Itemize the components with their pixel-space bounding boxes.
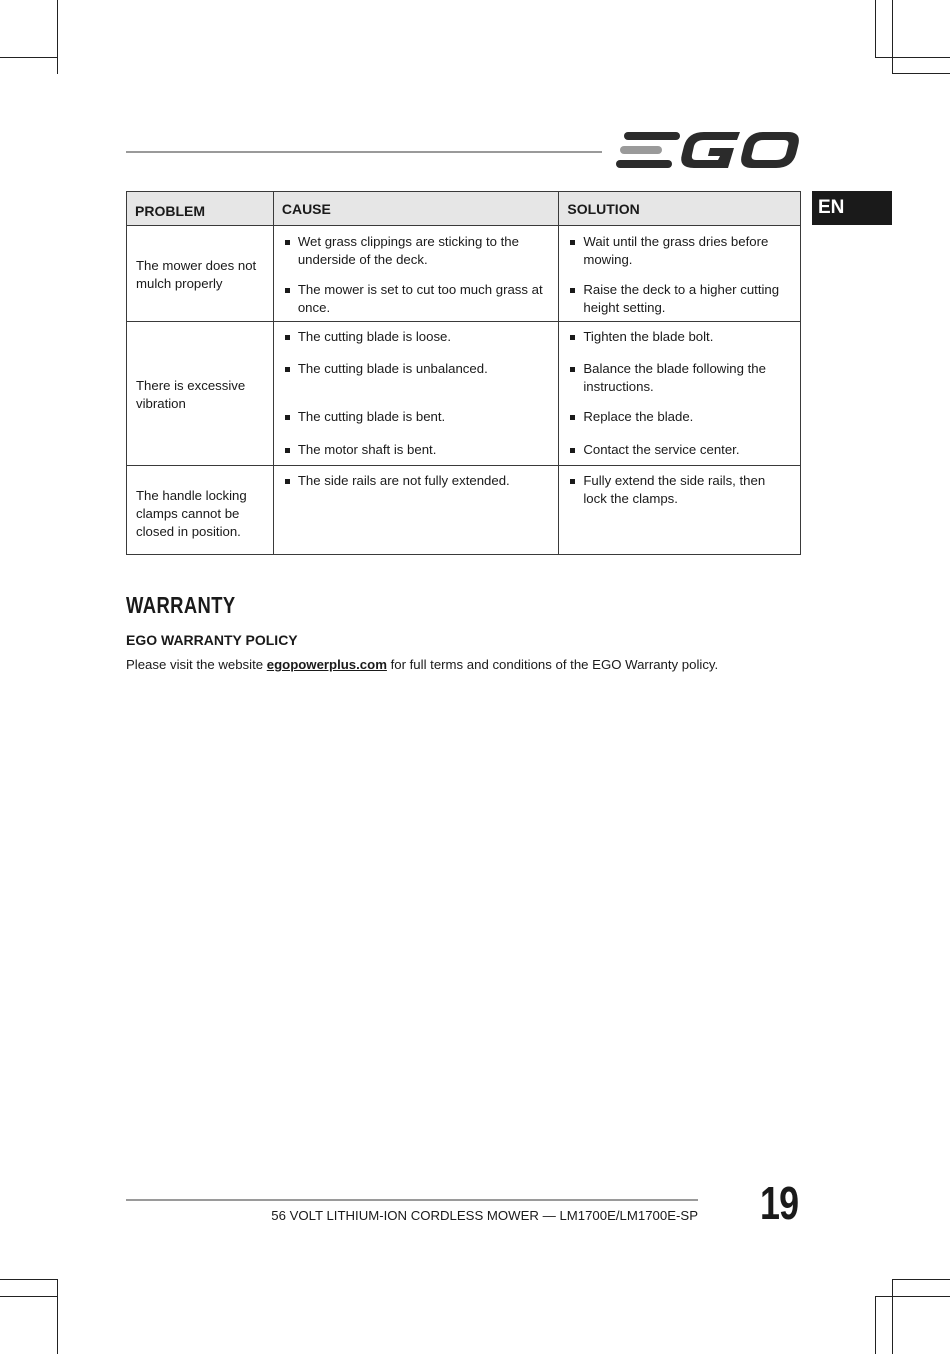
cause-item: Wet grass clippings are sticking to the underside of the deck. [282,233,551,269]
table-row [127,322,801,466]
crop-mark [57,1280,58,1354]
solution-item: Raise the deck to a higher cutting height setting. [567,281,792,317]
header-rule [126,151,602,153]
ego-logo [616,128,800,177]
warranty-policy-text [126,657,718,672]
crop-mark [892,0,893,74]
solution-item: Contact the service center. [567,441,792,459]
footer-product-line: 56 VOLT LITHIUM-ION CORDLESS MOWER — LM1700E/LM1700E-SP [271,1208,698,1223]
cause-item: The motor shaft is bent. [282,441,551,459]
crop-mark [875,0,876,58]
warranty-heading: WARRANTY [126,592,236,618]
cause-item: The cutting blade is bent. [282,408,551,426]
cause-cell [273,226,559,322]
solution-item: Replace the blade. [567,408,792,426]
column-header-cause: CAUSE [273,192,559,226]
policy-text-before: Please visit the website [126,657,267,672]
crop-mark [57,0,58,74]
table-header-row [127,192,801,226]
troubleshooting-table [126,191,801,555]
crop-mark [0,1279,58,1280]
language-tab: EN [812,191,892,225]
crop-mark [892,1279,950,1280]
crop-mark [875,1296,876,1354]
crop-mark [875,1296,950,1297]
cause-cell [273,466,559,555]
website-link[interactable]: egopowerplus.com [266,657,387,672]
column-header-solution: SOLUTION [559,192,801,226]
policy-text-after: for full terms and conditions of the EGO Warranty policy. [386,657,719,672]
crop-mark [0,1296,58,1297]
cause-item: The cutting blade is unbalanced. [282,360,551,378]
warranty-policy-subheading: EGO WARRANTY POLICY [126,632,298,648]
solution-cell [559,322,801,466]
crop-mark [875,57,950,58]
column-header-problem: PROBLEM [127,192,274,226]
solution-cell [559,226,801,322]
problem-cell: There is excessive vibration [127,322,274,466]
crop-mark [892,1279,893,1354]
page-number: 19 [760,1177,799,1229]
table-row [127,226,801,322]
solution-item: Wait until the grass dries before mowing. [567,233,792,269]
solution-item: Balance the blade following the instructions. [567,360,792,396]
cause-item: The cutting blade is loose. [282,328,551,346]
problem-cell: The mower does not mulch properly [127,226,274,322]
table-row [127,466,801,555]
cause-cell [273,322,559,466]
solution-item: Fully extend the side rails, then lock the clamps. [567,472,792,508]
solution-item: Tighten the blade bolt. [567,328,792,346]
crop-mark [0,57,58,58]
cause-item: The side rails are not fully extended. [282,472,551,490]
crop-mark [892,73,950,74]
cause-item: The mower is set to cut too much grass at once. [282,281,551,317]
footer-rule [126,1199,698,1201]
problem-cell: The handle locking clamps cannot be closed in position. [127,466,274,555]
solution-cell [559,466,801,555]
